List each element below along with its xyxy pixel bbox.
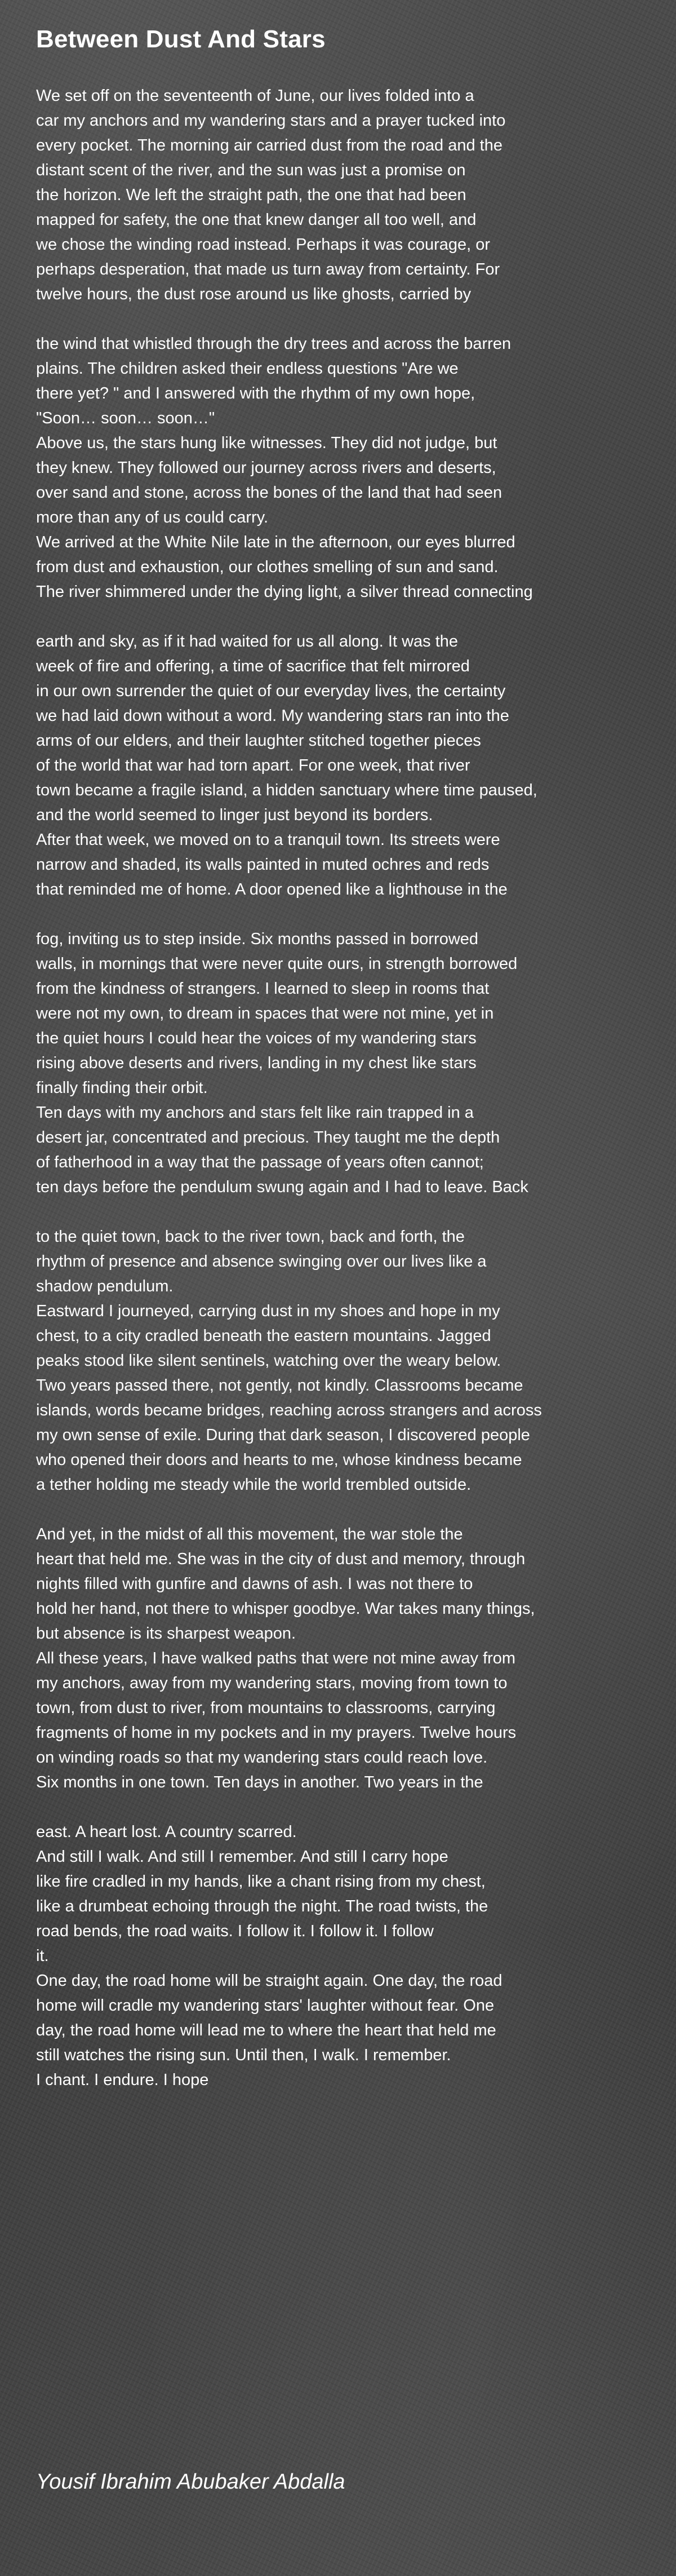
poem-line: The river shimmered under the dying light, a silver thread connecting bbox=[36, 583, 533, 601]
poem-line: twelve hours, the dust rose around us like ghosts, carried by bbox=[36, 285, 472, 303]
poem-line: And yet, in the midst of all this movement, the war stole the bbox=[36, 1525, 463, 1543]
poem-line: distant scent of the river, and the sun was just a promise on bbox=[36, 161, 466, 179]
poem-line: plains. The children asked their endless questions "Are we bbox=[36, 360, 459, 378]
poem-line: Six months in one town. Ten days in another. Two years in the bbox=[36, 1773, 483, 1791]
poem-line: like a drumbeat echoing through the night. The road twists, the bbox=[36, 1897, 488, 1915]
poem-stanza bbox=[36, 1224, 644, 1497]
poem-stanza bbox=[36, 1522, 644, 1795]
poem-line: there yet? " and I answered with the rhythm of my own hope, bbox=[36, 384, 475, 402]
poem-line: like fire cradled in my hands, like a chant rising from my chest, bbox=[36, 1873, 486, 1891]
poem-stanza bbox=[36, 331, 644, 604]
poem-line: my anchors, away from my wandering stars, moving from town to bbox=[36, 1674, 508, 1692]
poem-line: desert jar, concentrated and precious. They taught me the depth bbox=[36, 1128, 500, 1147]
poem-line: rising above deserts and rivers, landing in my chest like stars bbox=[36, 1054, 477, 1072]
poem-line: fragments of home in my pockets and in my prayers. Twelve hours bbox=[36, 1724, 517, 1742]
poem-line: finally finding their orbit. bbox=[36, 1079, 208, 1097]
poem-line: that reminded me of home. A door opened like a lighthouse in the bbox=[36, 880, 508, 898]
poem-line: Above us, the stars hung like witnesses. They did not judge, but bbox=[36, 434, 497, 452]
poem-line: still watches the rising sun. Until then, I walk. I remember. bbox=[36, 2046, 451, 2064]
poem-line: over sand and stone, across the bones of the land that had seen bbox=[36, 484, 502, 502]
poem-stanza bbox=[36, 629, 644, 902]
poem-line: walls, in mornings that were never quite ours, in strength borrowed bbox=[36, 955, 518, 973]
poem-line: but absence is its sharpest weapon. bbox=[36, 1625, 296, 1643]
poem-line: of fatherhood in a way that the passage of years often cannot; bbox=[36, 1153, 484, 1171]
poem-stanza bbox=[36, 1820, 644, 2092]
poem-line: a tether holding me steady while the world trembled outside. bbox=[36, 1476, 472, 1494]
poem-line: every pocket. The morning air carried dust from the road and the bbox=[36, 136, 503, 154]
poem-line: chest, to a city cradled beneath the eastern mountains. Jagged bbox=[36, 1327, 491, 1345]
poem-line: from dust and exhaustion, our clothes smelling of sun and sand. bbox=[36, 558, 499, 576]
poem-line: heart that held me. She was in the city of dust and memory, through bbox=[36, 1550, 526, 1568]
poem-line: earth and sky, as if it had waited for us all along. It was the bbox=[36, 632, 459, 650]
poem-line: town, from dust to river, from mountains to classrooms, carrying bbox=[36, 1699, 496, 1717]
poem-line: arms of our elders, and their laughter stitched together pieces bbox=[36, 732, 481, 750]
poem-stanza bbox=[36, 927, 644, 1200]
poem-line: narrow and shaded, its walls painted in muted ochres and reds bbox=[36, 856, 490, 874]
poem-line: One day, the road home will be straight again. One day, the road bbox=[36, 1972, 502, 1990]
poem-author: Yousif Ibrahim Abubaker Abdalla bbox=[36, 2470, 345, 2494]
poem-line: And still I walk. And still I remember. And still I carry hope bbox=[36, 1848, 448, 1866]
poem-line: day, the road home will lead me to where the heart that held me bbox=[36, 2021, 496, 2039]
poem-line: Two years passed there, not gently, not kindly. Classrooms became bbox=[36, 1376, 523, 1395]
poem-line: week of fire and offering, a time of sacrifice that felt mirrored bbox=[36, 657, 470, 675]
poem-line: my own sense of exile. During that dark season, I discovered people bbox=[36, 1426, 530, 1444]
poem-line: and the world seemed to linger just beyond its borders. bbox=[36, 806, 433, 824]
poem-line: they knew. They followed our journey across rivers and deserts, bbox=[36, 459, 496, 477]
poem-line: After that week, we moved on to a tranquil town. Its streets were bbox=[36, 831, 500, 849]
poem-line: islands, words became bridges, reaching across strangers and across bbox=[36, 1401, 542, 1419]
poem-line: the horizon. We left the straight path, the one that had been bbox=[36, 186, 466, 204]
poem-line: were not my own, to dream in spaces that were not mine, yet in bbox=[36, 1004, 494, 1023]
poem-line: town became a fragile island, a hidden sanctuary where time paused, bbox=[36, 781, 537, 799]
poem-line: of the world that war had torn apart. For one week, that river bbox=[36, 756, 470, 774]
poem-line: Ten days with my anchors and stars felt like rain trapped in a bbox=[36, 1104, 474, 1122]
poem-line: ten days before the pendulum swung again and I had to leave. Back bbox=[36, 1178, 528, 1196]
poem-line: All these years, I have walked paths that were not mine away from bbox=[36, 1649, 516, 1667]
poem-line: fog, inviting us to step inside. Six months passed in borrowed bbox=[36, 930, 479, 948]
poem-line: it. bbox=[36, 1947, 49, 1965]
poem-line: We set off on the seventeenth of June, our lives folded into a bbox=[36, 87, 474, 105]
poem-line: who opened their doors and hearts to me, whose kindness became bbox=[36, 1451, 522, 1469]
poem-line: shadow pendulum. bbox=[36, 1277, 174, 1295]
poem-body bbox=[36, 83, 644, 2092]
poem-line: We arrived at the White Nile late in the afternoon, our eyes blurred bbox=[36, 533, 515, 551]
poem-line: mapped for safety, the one that knew danger all too well, and bbox=[36, 211, 477, 229]
poem-stanza bbox=[36, 83, 644, 307]
poem-line: on winding roads so that my wandering stars could reach love. bbox=[36, 1749, 488, 1767]
poem-line: more than any of us could carry. bbox=[36, 508, 269, 526]
poem-line: we chose the winding road instead. Perhaps it was courage, or bbox=[36, 236, 491, 254]
poem-line: the wind that whistled through the dry trees and across the barren bbox=[36, 335, 512, 353]
poem-line: peaks stood like silent sentinels, watching over the weary below. bbox=[36, 1352, 501, 1370]
poem-line: road bends, the road waits. I follow it. I follow it. I follow bbox=[36, 1922, 434, 1940]
poem-line: "Soon… soon… soon…" bbox=[36, 409, 215, 427]
poem-line: from the kindness of strangers. I learned to sleep in rooms that bbox=[36, 980, 490, 998]
poem-line: we had laid down without a word. My wandering stars ran into the bbox=[36, 707, 509, 725]
poem-line: Eastward I journeyed, carrying dust in my shoes and hope in my bbox=[36, 1302, 500, 1320]
poem-line: car my anchors and my wandering stars and a prayer tucked into bbox=[36, 112, 506, 130]
poem-line: home will cradle my wandering stars' laughter without fear. One bbox=[36, 1997, 495, 2015]
poem-line: perhaps desperation, that made us turn away from certainty. For bbox=[36, 260, 500, 278]
poem-line: rhythm of presence and absence swinging over our lives like a bbox=[36, 1252, 487, 1271]
poem-line: the quiet hours I could hear the voices of my wandering stars bbox=[36, 1029, 477, 1047]
poem-line: to the quiet town, back to the river town, back and forth, the bbox=[36, 1228, 465, 1246]
poem-title: Between Dust And Stars bbox=[36, 25, 326, 53]
poem-line: east. A heart lost. A country scarred. bbox=[36, 1823, 297, 1841]
poem-line: nights filled with gunfire and dawns of ash. I was not there to bbox=[36, 1575, 473, 1593]
poem-line: in our own surrender the quiet of our everyday lives, the certainty bbox=[36, 682, 506, 700]
poem-line: hold her hand, not there to whisper goodbye. War takes many things, bbox=[36, 1600, 535, 1618]
poem-line: I chant. I endure. I hope bbox=[36, 2071, 209, 2089]
